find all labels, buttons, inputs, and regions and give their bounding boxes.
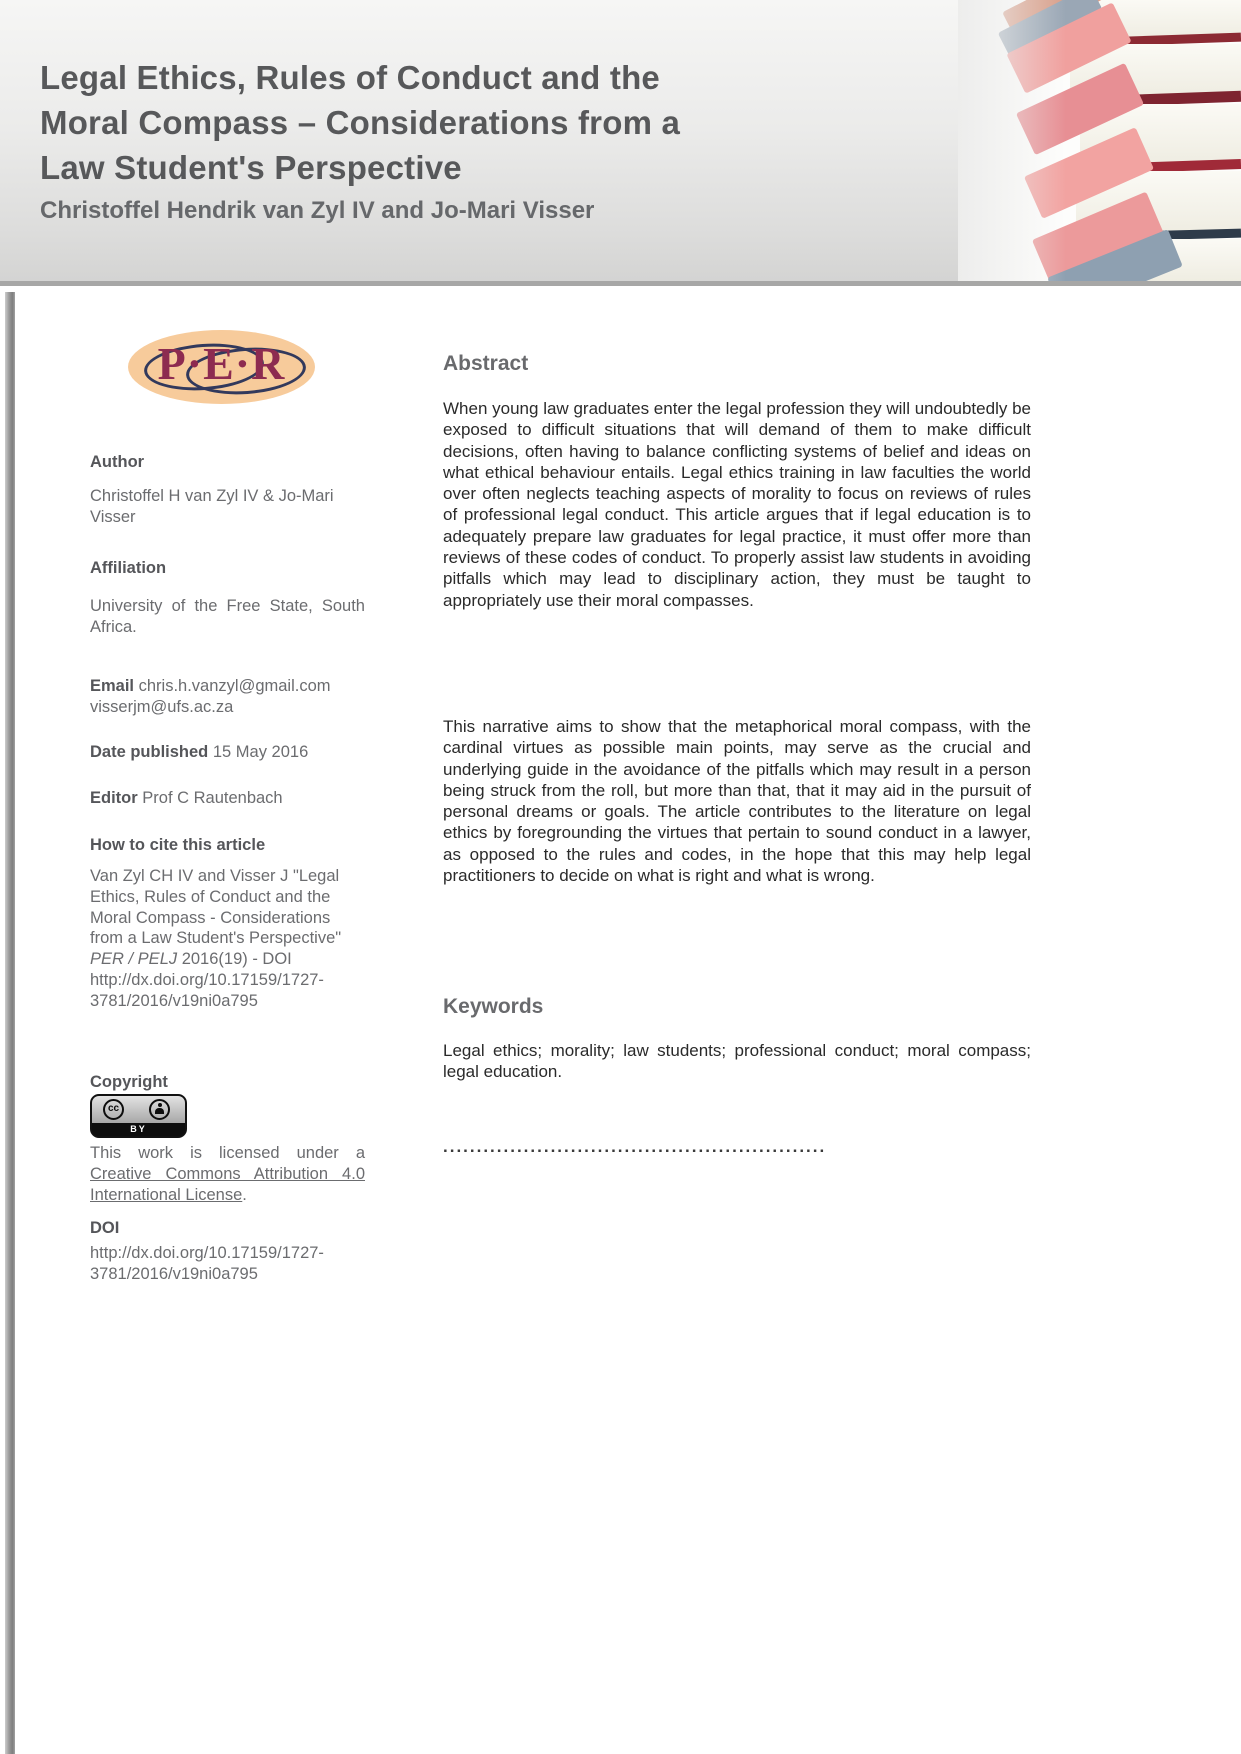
author-label: Author: [90, 453, 145, 471]
how-to-cite-label: How to cite this article: [90, 836, 266, 854]
citation-pre: Van Zyl CH IV and Visser J "Legal Ethics, Rules of Conduct and the Moral Compass - Considerations from a Law Student's Perspective": [90, 867, 342, 948]
logo-text: P·E·R: [157, 338, 286, 389]
left-margin-rule: [5, 292, 15, 1754]
dotted-separator: .........................................................: [443, 1137, 827, 1156]
email-label: Email: [90, 677, 135, 695]
cc-badge-by-label: BY: [92, 1123, 185, 1136]
abstract-paragraph-1: When young law graduates enter the legal profession they will undoubtedly be exposed to difficult situations that will demand of them to make difficult decisions, often having to balance conflicting systems of belief and ideas on what ethical behaviour entails. Legal ethics training in law faculties the world over often neglects teaching aspects of morality to focus on reviews of rules of professional legal conduct. This article argues that if legal education is to adequately prepare law graduates for legal practice, it must offer more than reviews of these codes of conduct. To properly assist law students in avoiding pitfalls which may lead to disciplinary action, they must be taught to appropriately use their moral compasses.: [443, 399, 1031, 610]
email-address-1: chris.h.vanzyl@gmail.com: [138, 677, 331, 695]
person-icon: [149, 1099, 170, 1120]
page-title: Legal Ethics, Rules of Conduct and the Moral Compass – Considerations from a Law Student's Perspective: [40, 59, 681, 186]
cc-icon: cc: [103, 1099, 124, 1120]
header-divider: [0, 281, 1241, 286]
doi-label: DOI: [90, 1219, 120, 1237]
editor-block: [90, 788, 365, 809]
author-byline: Christoffel Hendrik van Zyl IV and Jo-Mari Visser: [40, 197, 595, 224]
books-stack-image: [958, 0, 1241, 281]
copyright-label: Copyright: [90, 1073, 168, 1091]
books-fade: [958, 0, 1078, 281]
affiliation-value: University of the Free State, South Africa.: [90, 597, 365, 636]
cc-by-license-badge[interactable]: [90, 1094, 187, 1138]
license-statement: [90, 1143, 365, 1205]
license-post: .: [242, 1185, 247, 1204]
editor-label: Editor: [90, 789, 138, 807]
header-banner: [0, 0, 1241, 286]
license-pre: This work is licensed under a: [90, 1144, 365, 1162]
date-published-block: [90, 742, 365, 763]
abstract-paragraph-2: This narrative aims to show that the metaphorical moral compass, with the cardinal virtues as possible main points, may serve as the crucial and underlying guide in the avoidance of the pitfalls which may result in a person being struck from the roll, but more than that, that it may aid in the pursuit of personal dreams or goals. The article contributes to the literature on legal ethics by foregrounding the virtues that pertain to sound conduct in a lawyer, as opposed to the rules and codes, in the hope that this may help legal practitioners to decide on what is right and what is wrong.: [443, 717, 1031, 886]
per-journal-logo: [128, 330, 315, 404]
email-block: [90, 676, 365, 718]
editor-value: Prof C Rautenbach: [142, 789, 283, 807]
keywords-text: Legal ethics; morality; law students; professional conduct; moral compass; legal education.: [443, 1041, 1031, 1082]
date-published-value: 15 May 2016: [212, 743, 309, 761]
citation-post: 2016(19) - DOI http://dx.doi.org/10.17159/1727-3781/2016/v19ni0a795: [90, 950, 324, 1010]
citation-text: [90, 866, 365, 1012]
affiliation-label: Affiliation: [90, 559, 167, 577]
email-address-2: visserjm@ufs.ac.za: [90, 697, 234, 716]
citation-journal-italic: PER / PELJ: [90, 950, 178, 969]
doi-value: http://dx.doi.org/10.17159/1727-3781/2016/v19ni0a795: [90, 1244, 324, 1283]
date-published-label: Date published: [90, 743, 209, 761]
license-link[interactable]: Creative Commons Attribution 4.0 International License: [90, 1164, 365, 1204]
author-value: Christoffel H van Zyl IV & Jo-Mari Visser: [90, 487, 334, 526]
keywords-heading: Keywords: [443, 995, 544, 1018]
abstract-heading: Abstract: [443, 352, 529, 375]
cc-badge-top: [92, 1096, 185, 1124]
